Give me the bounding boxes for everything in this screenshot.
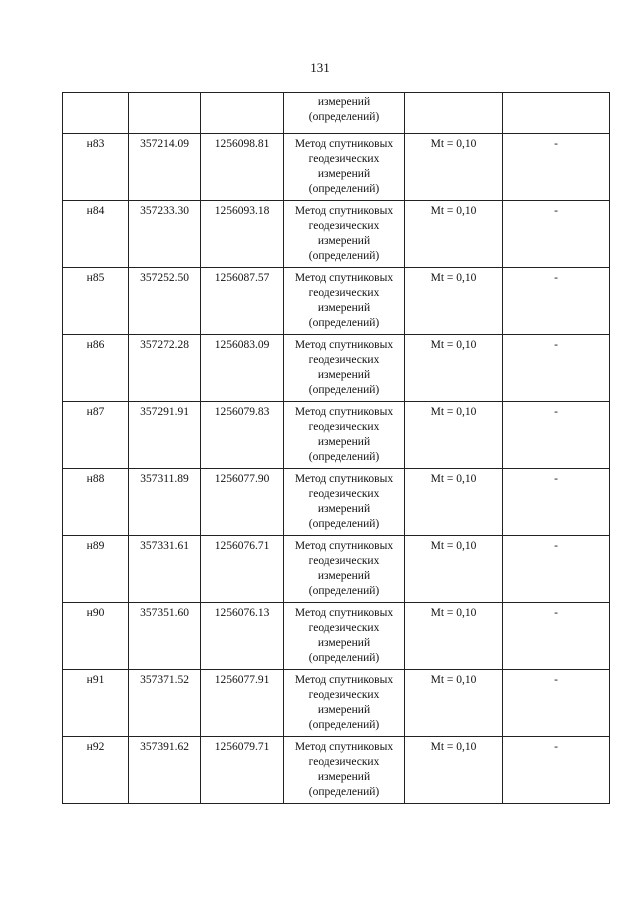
- cell-point-id: н88: [63, 469, 129, 536]
- cell-accuracy: Mt = 0,10: [405, 737, 503, 804]
- cell-accuracy: Mt = 0,10: [405, 469, 503, 536]
- method-line: измерений: [317, 302, 371, 314]
- cell-point-id: н89: [63, 536, 129, 603]
- cell-accuracy: [405, 93, 503, 134]
- cell-point-id: н91: [63, 670, 129, 737]
- cell-y: 1256077.90: [201, 469, 284, 536]
- method-line: измерений: [317, 96, 371, 108]
- coordinates-table: [62, 92, 610, 804]
- cell-method: [284, 134, 405, 201]
- cell-method: [284, 335, 405, 402]
- cell-x: 357331.61: [129, 536, 201, 603]
- method-line: Метод спутниковых: [294, 339, 394, 351]
- method-line: измерений: [317, 503, 371, 515]
- method-line: измерений: [317, 570, 371, 582]
- cell-method: [284, 93, 405, 134]
- method-line: (определений): [308, 786, 380, 798]
- method-line: геодезических: [308, 287, 380, 299]
- cell-note: -: [503, 737, 610, 804]
- cell-method: [284, 268, 405, 335]
- cell-method: [284, 603, 405, 670]
- method-line: (определений): [308, 183, 380, 195]
- method-line: геодезических: [308, 421, 380, 433]
- cell-x: 357291.91: [129, 402, 201, 469]
- table-row: [63, 268, 610, 335]
- method-line: Метод спутниковых: [294, 473, 394, 485]
- cell-y: 1256077.91: [201, 670, 284, 737]
- cell-accuracy: Mt = 0,10: [405, 603, 503, 670]
- method-line: (определений): [308, 652, 380, 664]
- cell-method: [284, 201, 405, 268]
- cell-y: 1256079.71: [201, 737, 284, 804]
- page-number: 131: [310, 60, 330, 75]
- method-line: геодезических: [308, 622, 380, 634]
- method-line: геодезических: [308, 153, 380, 165]
- cell-note: -: [503, 670, 610, 737]
- method-line: измерений: [317, 704, 371, 716]
- table-row: [63, 737, 610, 804]
- method-line: геодезических: [308, 354, 380, 366]
- table-row: [63, 603, 610, 670]
- cell-point-id: н92: [63, 737, 129, 804]
- cell-x: 357233.30: [129, 201, 201, 268]
- cell-note: -: [503, 402, 610, 469]
- cell-accuracy: Mt = 0,10: [405, 268, 503, 335]
- table-row: [63, 670, 610, 737]
- cell-accuracy: Mt = 0,10: [405, 335, 503, 402]
- cell-y: 1256079.83: [201, 402, 284, 469]
- cell-point-id: [63, 93, 129, 134]
- cell-x: 357391.62: [129, 737, 201, 804]
- method-line: Метод спутниковых: [294, 205, 394, 217]
- method-line: геодезических: [308, 689, 380, 701]
- cell-y: 1256076.71: [201, 536, 284, 603]
- cell-point-id: н84: [63, 201, 129, 268]
- method-line: Метод спутниковых: [294, 741, 394, 753]
- method-line: (определений): [308, 518, 380, 530]
- cell-y: 1256076.13: [201, 603, 284, 670]
- table-row-continuation: [63, 93, 610, 134]
- table-row: [63, 134, 610, 201]
- table-body: [63, 93, 610, 804]
- method-line: (определений): [308, 451, 380, 463]
- method-line: (определений): [308, 719, 380, 731]
- method-line: (определений): [308, 384, 380, 396]
- method-line: Метод спутниковых: [294, 540, 394, 552]
- method-line: (определений): [308, 585, 380, 597]
- cell-point-id: н90: [63, 603, 129, 670]
- method-line: измерений: [317, 235, 371, 247]
- method-line: геодезических: [308, 220, 380, 232]
- table-row: [63, 201, 610, 268]
- cell-method: [284, 469, 405, 536]
- method-line: Метод спутниковых: [294, 138, 394, 150]
- method-line: Метод спутниковых: [294, 607, 394, 619]
- method-line: измерений: [317, 637, 371, 649]
- table-row: [63, 469, 610, 536]
- cell-accuracy: Mt = 0,10: [405, 201, 503, 268]
- cell-method: [284, 737, 405, 804]
- cell-x: 357272.28: [129, 335, 201, 402]
- cell-y: 1256087.57: [201, 268, 284, 335]
- cell-note: -: [503, 603, 610, 670]
- cell-x: 357311.89: [129, 469, 201, 536]
- table-row: [63, 402, 610, 469]
- cell-point-id: н83: [63, 134, 129, 201]
- method-line: Метод спутниковых: [294, 406, 394, 418]
- method-line: измерений: [317, 369, 371, 381]
- cell-x: 357214.09: [129, 134, 201, 201]
- method-line: (определений): [308, 111, 380, 123]
- cell-x: 357252.50: [129, 268, 201, 335]
- method-line: Метод спутниковых: [294, 674, 394, 686]
- cell-accuracy: Mt = 0,10: [405, 134, 503, 201]
- cell-method: [284, 670, 405, 737]
- method-line: геодезических: [308, 555, 380, 567]
- method-line: (определений): [308, 250, 380, 262]
- cell-point-id: н85: [63, 268, 129, 335]
- cell-y: 1256083.09: [201, 335, 284, 402]
- cell-y: 1256093.18: [201, 201, 284, 268]
- method-line: (определений): [308, 317, 380, 329]
- cell-y: [201, 93, 284, 134]
- cell-x: [129, 93, 201, 134]
- method-line: измерений: [317, 436, 371, 448]
- table-row: [63, 335, 610, 402]
- cell-note: [503, 93, 610, 134]
- cell-note: -: [503, 469, 610, 536]
- table-row: [63, 536, 610, 603]
- method-line: измерений: [317, 168, 371, 180]
- method-line: геодезических: [308, 756, 380, 768]
- cell-point-id: н86: [63, 335, 129, 402]
- cell-method: [284, 536, 405, 603]
- cell-note: -: [503, 201, 610, 268]
- method-line: Метод спутниковых: [294, 272, 394, 284]
- method-line: измерений: [317, 771, 371, 783]
- method-line: геодезических: [308, 488, 380, 500]
- cell-x: 357371.52: [129, 670, 201, 737]
- cell-note: -: [503, 134, 610, 201]
- cell-method: [284, 402, 405, 469]
- cell-note: -: [503, 268, 610, 335]
- cell-x: 357351.60: [129, 603, 201, 670]
- cell-accuracy: Mt = 0,10: [405, 670, 503, 737]
- cell-accuracy: Mt = 0,10: [405, 402, 503, 469]
- cell-point-id: н87: [63, 402, 129, 469]
- cell-y: 1256098.81: [201, 134, 284, 201]
- cell-note: -: [503, 335, 610, 402]
- cell-accuracy: Mt = 0,10: [405, 536, 503, 603]
- cell-note: -: [503, 536, 610, 603]
